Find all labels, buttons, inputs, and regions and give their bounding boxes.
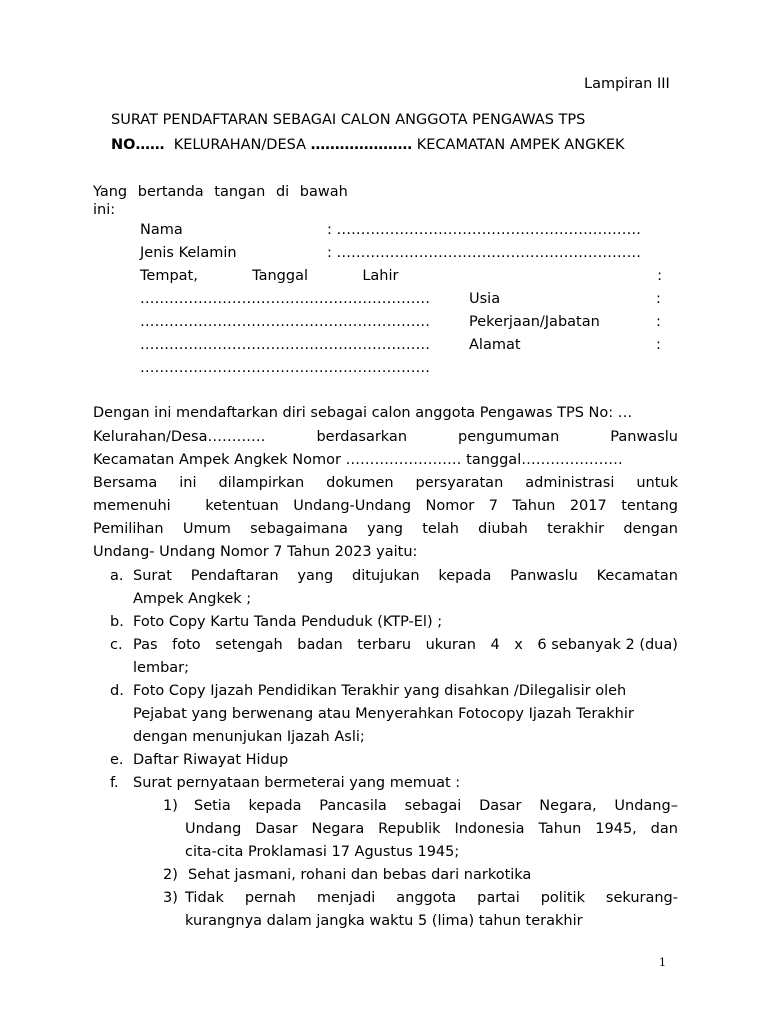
word: Negara <box>311 821 365 837</box>
sublist-marker: 2) <box>163 867 178 883</box>
list-item-a-line-2: Ampek Angkek ; <box>133 591 252 607</box>
body-line: Dengan ini mendaftarkan diri sebagai calon anggota Pengawas TPS No: … <box>93 405 633 421</box>
ttl-word-2: Tanggal <box>252 268 308 284</box>
word: partai <box>477 890 520 906</box>
word: anggota <box>396 890 457 906</box>
sublist-item-1-line-1 <box>194 798 678 814</box>
word: ini <box>179 475 197 491</box>
body-line: Kecamatan Ampek Angkek Nomor …………………… tanggal………………… <box>93 452 623 468</box>
field-ttl-line <box>140 268 662 284</box>
word: diubah <box>478 521 528 537</box>
word: Kelurahan/Desa………… <box>93 429 266 445</box>
field-usia-label: Usia <box>469 291 501 307</box>
field-nama-label: Nama <box>140 222 183 238</box>
sublist-marker: 3) <box>163 890 178 906</box>
list-item-e: Daftar Riwayat Hidup <box>133 752 289 768</box>
field-jk-value: : ……………………………………………………… <box>327 245 641 261</box>
word: Panwaslu <box>610 429 678 445</box>
word: Umum <box>182 521 231 537</box>
sublist-item-1-line-2 <box>185 821 678 837</box>
intro-line-1: Yang bertanda tangan di bawah <box>93 184 348 200</box>
word: sebagaimana <box>250 521 348 537</box>
word: setengah <box>215 637 283 653</box>
word: menjadi <box>316 890 376 906</box>
attachment-label: Lampiran III <box>584 76 670 92</box>
sublist-marker: 1) <box>163 798 178 814</box>
word: pernah <box>244 890 296 906</box>
sublist-item-3-line-1 <box>185 890 678 906</box>
word: Kecamatan <box>596 568 678 584</box>
body-line: Undang- Undang Nomor 7 Tahun 2023 yaitu: <box>93 544 418 560</box>
field-usia-colon: : <box>656 291 661 307</box>
word: ketentuan <box>205 498 279 514</box>
kelurahan-label: KELURAHAN/DESA <box>173 137 307 153</box>
word: Pancasila <box>319 798 387 814</box>
word: dokumen <box>326 475 394 491</box>
document-title: SURAT PENDAFTARAN SEBAGAI CALON ANGGOTA PENGAWAS TPS <box>111 112 586 128</box>
list-item-b: Foto Copy Kartu Tanda Penduduk (KTP-El) ; <box>133 614 443 630</box>
ttl-spacer <box>453 268 603 284</box>
word: yang <box>367 521 403 537</box>
word: politik <box>540 890 585 906</box>
field-nama-value: : ……………………………………………………… <box>327 222 641 238</box>
word: administrasi <box>525 475 615 491</box>
word: terbaru <box>357 637 412 653</box>
kelurahan-dots: ………………… <box>310 137 413 153</box>
word: persyaratan <box>415 475 504 491</box>
list-marker: e. <box>110 752 124 768</box>
kecamatan-label: KECAMATAN AMPEK ANGKEK <box>416 137 625 153</box>
sublist-item-2: Sehat jasmani, rohani dan bebas dari narkotika <box>188 867 532 883</box>
word: Dasar <box>479 798 522 814</box>
word: memenuhi <box>93 498 171 514</box>
field-alamat-dots: …………………………………………………… <box>140 360 430 376</box>
field-pekerjaan-label: Pekerjaan/Jabatan <box>469 314 600 330</box>
word: sekurang- <box>605 890 678 906</box>
word: Surat <box>133 568 172 584</box>
word: Panwaslu <box>510 568 578 584</box>
list-marker: d. <box>110 683 124 699</box>
intro-line-2: ini: <box>93 202 116 218</box>
word: dilampirkan <box>218 475 305 491</box>
word: Nomor <box>425 498 475 514</box>
word: Undang <box>185 821 242 837</box>
list-marker: a. <box>110 568 124 584</box>
word: Dasar <box>255 821 298 837</box>
word: ukuran <box>425 637 476 653</box>
word: kepada <box>438 568 492 584</box>
body-line-justified <box>93 429 678 445</box>
list-marker: c. <box>110 637 123 653</box>
word: terakhir <box>547 521 605 537</box>
word: Tahun <box>538 821 582 837</box>
word: Pas <box>133 637 158 653</box>
field-usia-dots: …………………………………………………… <box>140 314 430 330</box>
word: yang <box>297 568 334 584</box>
word: telah <box>422 521 459 537</box>
word: 7 <box>488 498 498 514</box>
word: Undang– <box>614 798 678 814</box>
word: ditujukan <box>352 568 420 584</box>
ttl-word-3: Lahir <box>362 268 399 284</box>
body-line-justified <box>93 498 678 514</box>
word: Republik <box>378 821 441 837</box>
word: badan <box>297 637 343 653</box>
field-alamat-label: Alamat <box>469 337 521 353</box>
word: untuk <box>636 475 678 491</box>
list-item-c-line-2: lembar; <box>133 660 190 676</box>
word: Indonesia <box>454 821 525 837</box>
field-pekerjaan-dots: …………………………………………………… <box>140 337 430 353</box>
field-pekerjaan-colon: : <box>656 314 661 330</box>
list-item-f: Surat pernyataan bermeterai yang memuat : <box>133 775 461 791</box>
word: dan <box>650 821 678 837</box>
word: sebagai <box>404 798 462 814</box>
word: 1945, <box>595 821 637 837</box>
document-subtitle <box>111 137 625 153</box>
field-ttl-dots: …………………………………………………… <box>140 291 430 307</box>
list-item-d-line-3: dengan menunjukan Ijazah Asli; <box>133 729 365 745</box>
ttl-word-1: Tempat, <box>140 268 198 284</box>
word: Setia <box>194 798 231 814</box>
field-alamat-colon: : <box>656 337 661 353</box>
list-item-c-line-1 <box>133 637 678 653</box>
word: dengan <box>623 521 678 537</box>
word: Pendaftaran <box>190 568 279 584</box>
list-item-d-line-2: Pejabat yang berwenang atau Menyerahkan Fotocopy Ijazah Terakhir <box>133 706 634 722</box>
intro-text <box>93 183 383 219</box>
word: tentang <box>621 498 678 514</box>
field-jk-label: Jenis Kelamin <box>140 245 237 261</box>
word: Tidak <box>185 890 224 906</box>
word: kepada <box>248 798 302 814</box>
sublist-item-1-line-3: cita-cita Proklamasi 17 Agustus 1945; <box>185 844 460 860</box>
list-marker: b. <box>110 614 124 630</box>
page-number: 1 <box>659 956 666 969</box>
word: 4 <box>490 637 500 653</box>
word: berdasarkan <box>316 429 408 445</box>
word: Pemilihan <box>93 521 164 537</box>
word: Tahun <box>512 498 556 514</box>
list-item-d-line-1: Foto Copy Ijazah Pendidikan Terakhir yang disahkan /Dilegalisir oleh <box>133 683 627 699</box>
word: Negara, <box>539 798 597 814</box>
word: pengumuman <box>458 429 560 445</box>
body-line-justified <box>93 475 678 491</box>
body-line-justified <box>93 521 678 537</box>
sublist-item-3-line-2: kurangnya dalam jangka waktu 5 (lima) tahun terakhir <box>185 913 583 929</box>
list-item-a-line-1 <box>133 568 678 584</box>
word: 2017 <box>569 498 607 514</box>
no-label: NO…… <box>111 137 165 153</box>
word: Undang-Undang <box>293 498 412 514</box>
word: Bersama <box>93 475 158 491</box>
ttl-colon: : <box>657 268 662 284</box>
word: 6 sebanyak 2 (dua) <box>537 637 678 653</box>
word: foto <box>172 637 201 653</box>
list-marker: f. <box>110 775 119 791</box>
word: x <box>514 637 523 653</box>
